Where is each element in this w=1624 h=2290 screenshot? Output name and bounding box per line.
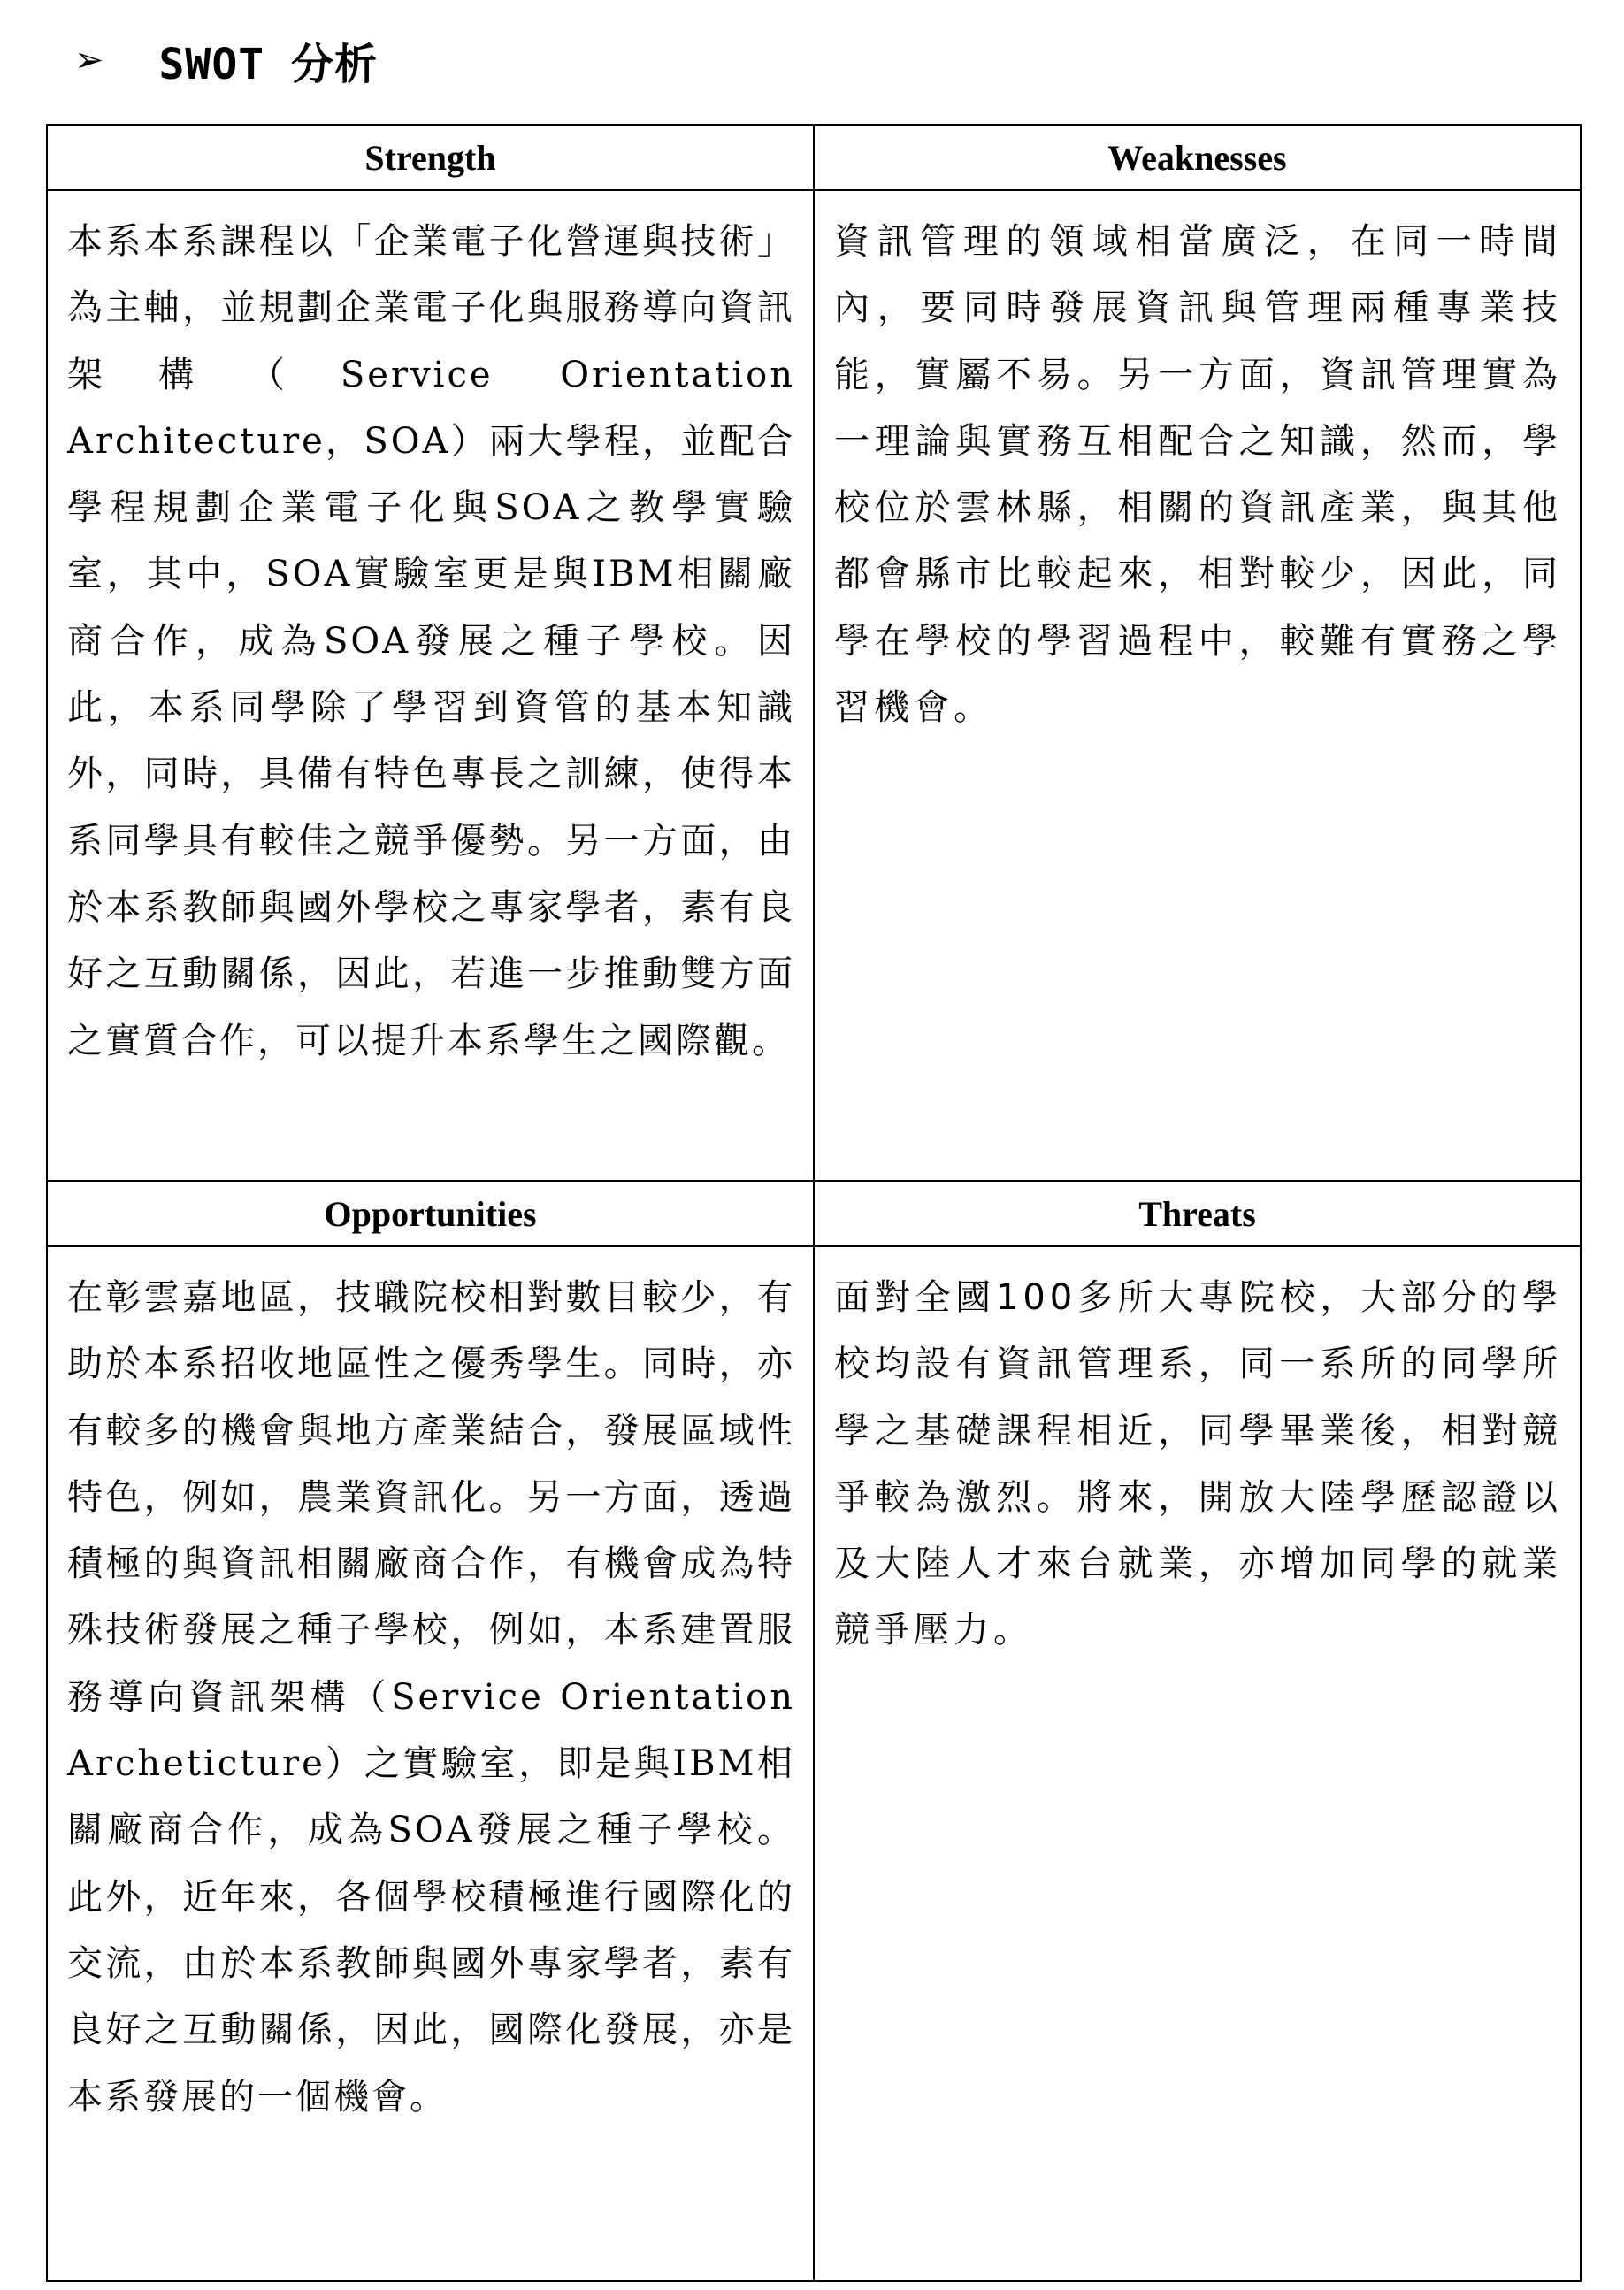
weaknesses-text: 資訊管理的領域相當廣泛，在同一時間內，要同時發展資訊與管理兩種專業技能，實屬不易。另一方面，資訊管理實為一理論與實務互相配合之知識，然而，學校位於雲林縣，相關的資訊產業，與其他都會縣市比較起來，相對較少，因此，同學在學校的學習過程中，較難有實務之學習機會。 <box>834 221 1562 729</box>
swot-header-row-top <box>47 125 1581 190</box>
opportunities-text: 在彰雲嘉地區，技職院校相對數目較少，有助於本系招收地區性之優秀學生。同時，亦有較多的機會與地方產業結合，發展區域性特色，例如，農業資訊化。另一方面，透過積極的與資訊相關廠商合作，有機會成為特殊技術發展之種子學校，例如，本系建置服務導向資訊架構（Service Orientation Archeticture）之實驗室，即是與IBM相關廠商合作，成為SOA發展之種子學校。此外，近年來，各個學校積極進行國際化的交流，由於本系教師與國外專家學者，素有良好之互動關係，因此，國際化發展，亦是本系發展的一個機會。 <box>67 1277 795 2118</box>
swot-header-row-bottom <box>47 1181 1581 1246</box>
strength-cell <box>47 190 814 1181</box>
swot-table <box>46 124 1582 2282</box>
arrow-bullet-icon: ➢ <box>74 40 104 80</box>
weaknesses-cell <box>814 190 1581 1181</box>
threats-cell <box>814 1246 1581 2281</box>
swot-content-row-top <box>47 190 1581 1181</box>
opportunities-cell <box>47 1246 814 2281</box>
threats-text: 面對全國100多所大專院校，大部分的學校均設有資訊管理系，同一系所的同學所學之基礎課程相近，同學畢業後，相對競爭較為激烈。將來，開放大陸學歷認證以及大陸人才來台就業，亦增加同學的就業競爭壓力。 <box>834 1277 1562 1651</box>
swot-content-row-bottom <box>47 1246 1581 2281</box>
section-heading <box>74 25 378 96</box>
strength-header: Strength <box>47 125 814 190</box>
strength-text: 本系本系課程以「企業電子化營運與技術」為主軸，並規劃企業電子化與服務導向資訊架構（Service Orientation Architecture，SOA）兩大學程，並配合學程規劃企業電子化與SOA之教學實驗室，其中，SOA實驗室更是與IBM相關廠商合作，成為SOA發展之種子學校。因此，本系同學除了學習到資管的基本知識外，同時，具備有特色專長之訓練，使得本系同學具有較佳之競爭優勢。另一方面，由於本系教師與國外學校之專家學者，素有良好之互動關係，因此，若進一步推動雙方面之實質合作，可以提升本系學生之國際觀。 <box>67 221 795 1061</box>
section-title: SWOT 分析 <box>158 39 379 89</box>
threats-header: Threats <box>814 1181 1581 1246</box>
opportunities-header: Opportunities <box>47 1181 814 1246</box>
weaknesses-header: Weaknesses <box>814 125 1581 190</box>
